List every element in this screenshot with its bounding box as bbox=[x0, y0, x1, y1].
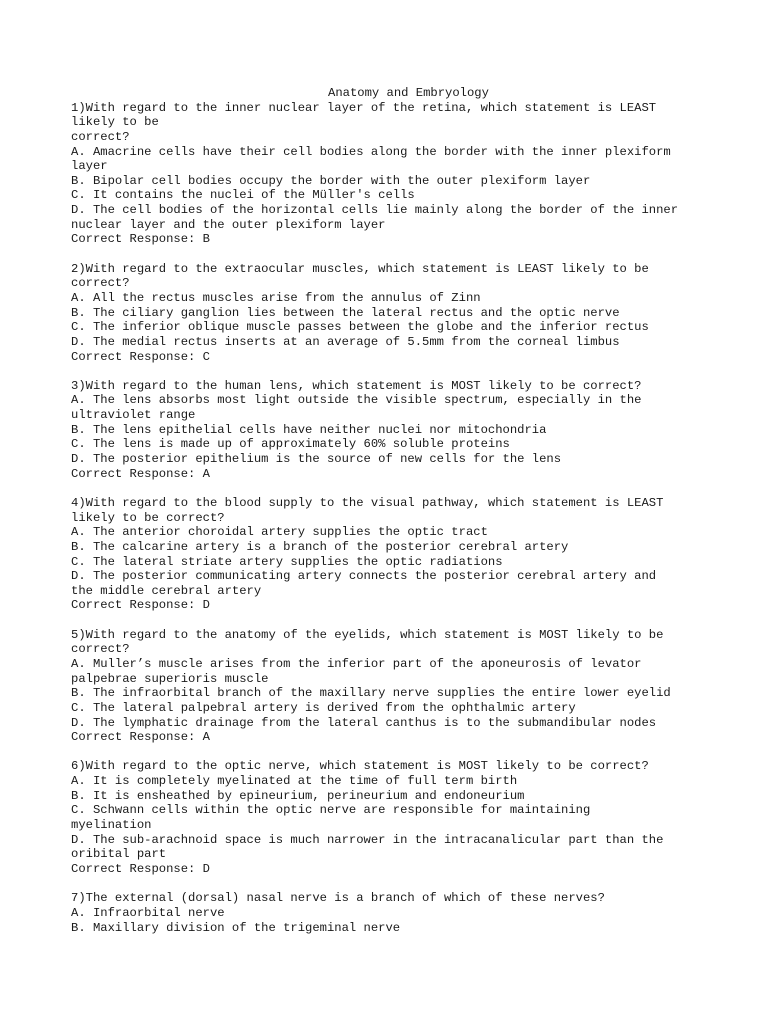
question-stem-line: 7)The external (dorsal) nasal nerve is a branch of which of these nerves? bbox=[71, 891, 605, 906]
answer-option-line: oribital part bbox=[71, 847, 167, 862]
question-stem-line: likely to be correct? bbox=[71, 510, 225, 525]
answer-option-line: B. The lens epithelial cells have neither nuclei nor mitochondria bbox=[71, 422, 547, 437]
question-block bbox=[71, 759, 711, 876]
question-block bbox=[71, 379, 711, 481]
answer-option-line: C. Schwann cells within the optic nerve are responsible for maintaining bbox=[71, 803, 591, 818]
answer-option-line: A. Amacrine cells have their cell bodies along the border with the inner plexiform bbox=[71, 144, 671, 159]
answer-option-line: the middle cerebral artery bbox=[71, 583, 262, 598]
answer-option-line: C. It contains the nuclei of the Müller's cells bbox=[71, 188, 415, 203]
answer-option-line: C. The inferior oblique muscle passes between the globe and the inferior rectus bbox=[71, 320, 649, 335]
question-stem-line: 3)With regard to the human lens, which statement is MOST likely to be correct? bbox=[71, 378, 642, 393]
answer-option-line: C. The lateral palpebral artery is derived from the ophthalmic artery bbox=[71, 700, 576, 715]
answer-option-line: C. The lateral striate artery supplies the optic radiations bbox=[71, 554, 503, 569]
answer-option-line: D. The cell bodies of the horizontal cells lie mainly along the border of the inner bbox=[71, 203, 679, 218]
question-stem-line: likely to be bbox=[71, 115, 159, 130]
question-stem-line: 4)With regard to the blood supply to the visual pathway, which statement is LEAST bbox=[71, 495, 664, 510]
correct-response: Correct Response: A bbox=[71, 730, 210, 745]
answer-option-line: A. All the rectus muscles arise from the annulus of Zinn bbox=[71, 290, 481, 305]
question-block bbox=[71, 101, 711, 247]
answer-option-line: B. Bipolar cell bodies occupy the border with the outer plexiform layer bbox=[71, 173, 591, 188]
question-stem-line: 2)With regard to the extraocular muscles, which statement is LEAST likely to be bbox=[71, 261, 649, 276]
answer-option-line: D. The posterior epithelium is the source of new cells for the lens bbox=[71, 452, 562, 467]
answer-option-line: B. The calcarine artery is a branch of the posterior cerebral artery bbox=[71, 539, 569, 554]
document-body bbox=[71, 86, 711, 935]
question-stem-line: 5)With regard to the anatomy of the eyelids, which statement is MOST likely to be bbox=[71, 627, 664, 642]
answer-option-line: A. Infraorbital nerve bbox=[71, 905, 225, 920]
answer-option-line: D. The lymphatic drainage from the lateral canthus is to the submandibular nodes bbox=[71, 715, 657, 730]
answer-option-line: B. The infraorbital branch of the maxillary nerve supplies the entire lower eyelid bbox=[71, 686, 671, 701]
question-separator bbox=[71, 877, 711, 892]
answer-option-line: nuclear layer and the outer plexiform layer bbox=[71, 217, 386, 232]
answer-option-line: B. Maxillary division of the trigeminal nerve bbox=[71, 920, 401, 935]
correct-response: Correct Response: C bbox=[71, 349, 210, 364]
document-title: Anatomy and Embryology bbox=[328, 86, 489, 100]
correct-response: Correct Response: D bbox=[71, 598, 210, 613]
answer-option-line: A. Muller’s muscle arises from the inferior part of the aponeurosis of levator bbox=[71, 656, 642, 671]
question-separator bbox=[71, 364, 711, 379]
answer-option-line: A. The lens absorbs most light outside the visible spectrum, especially in the bbox=[71, 393, 642, 408]
question-stem-line: correct? bbox=[71, 276, 130, 291]
answer-option-line: C. The lens is made up of approximately 60% soluble proteins bbox=[71, 437, 510, 452]
question-separator bbox=[71, 613, 711, 628]
correct-response: Correct Response: B bbox=[71, 232, 210, 247]
answer-option-line: myelination bbox=[71, 818, 152, 833]
answer-option-line: D. The medial rectus inserts at an average of 5.5mm from the corneal limbus bbox=[71, 334, 620, 349]
answer-option-line: A. The anterior choroidal artery supplies the optic tract bbox=[71, 525, 488, 540]
question-block bbox=[71, 262, 711, 364]
question-stem-line: correct? bbox=[71, 129, 130, 144]
question-stem-line: correct? bbox=[71, 642, 130, 657]
question-block bbox=[71, 496, 711, 613]
question-block bbox=[71, 891, 711, 935]
answer-option-line: D. The sub-arachnoid space is much narrower in the intracanalicular part than the bbox=[71, 832, 664, 847]
answer-option-line: B. The ciliary ganglion lies between the lateral rectus and the optic nerve bbox=[71, 305, 620, 320]
question-block bbox=[71, 628, 711, 745]
correct-response: Correct Response: A bbox=[71, 466, 210, 481]
question-stem-line: 1)With regard to the inner nuclear layer of the retina, which statement is LEAST bbox=[71, 100, 657, 115]
question-separator bbox=[71, 745, 711, 760]
question-stem-line: 6)With regard to the optic nerve, which statement is MOST likely to be correct? bbox=[71, 759, 649, 774]
answer-option-line: A. It is completely myelinated at the time of full term birth bbox=[71, 774, 518, 789]
correct-response: Correct Response: D bbox=[71, 861, 210, 876]
question-list bbox=[71, 101, 711, 936]
question-separator bbox=[71, 481, 711, 496]
answer-option-line: ultraviolet range bbox=[71, 408, 196, 423]
answer-option-line: B. It is ensheathed by epineurium, perineurium and endoneurium bbox=[71, 788, 525, 803]
answer-option-line: D. The posterior communicating artery connects the posterior cerebral artery and bbox=[71, 569, 657, 584]
question-separator bbox=[71, 247, 711, 262]
answer-option-line: layer bbox=[71, 159, 108, 174]
answer-option-line: palpebrae superioris muscle bbox=[71, 671, 269, 686]
